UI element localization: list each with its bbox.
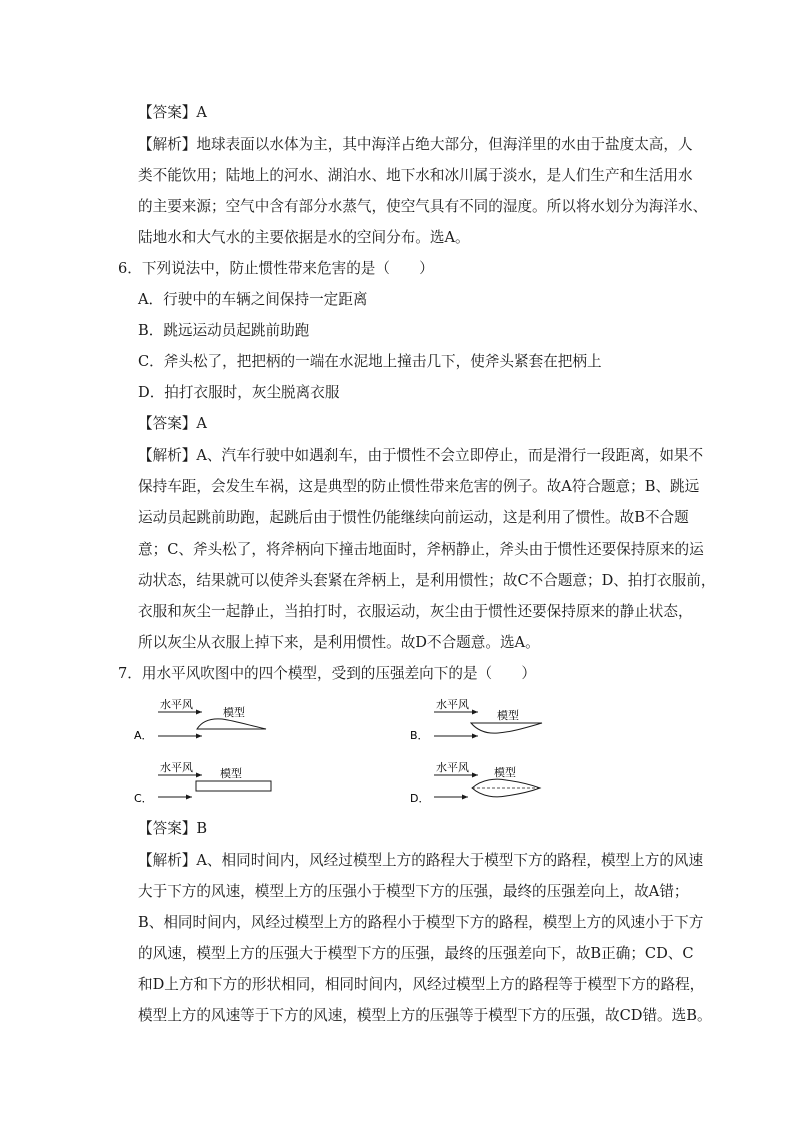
q7-analysis-line: 【解析】A、相同时间内，风经过模型上方的路程大于模型下方的路程，模型上方的风速 xyxy=(138,852,704,869)
q7-diagram-c xyxy=(134,757,284,809)
q7-analysis-line: 大于下方的风速，模型上方的压强小于模型下方的压强，最终的压强差向上，故A错； xyxy=(138,883,689,900)
q6-analysis-line: 动状态，结果就可以使斧头套紧在斧柄上，是利用惯性；故C不合题意；D、拍打衣服前， xyxy=(138,572,716,589)
q6-analysis-line: 【解析】A、汽车行驶中如遇刹车，由于惯性不会立即停止，而是滑行一段距离，如果不 xyxy=(138,447,704,464)
q5-analysis-line: 类不能饮用；陆地上的河水、湖泊水、地下水和冰川属于淡水，是人们生产和生活用水 xyxy=(138,167,693,184)
q7-analysis-line: 的风速，模型上方的压强大于模型下方的压强，最终的压强差向下，故B正确；CD、C xyxy=(138,945,694,962)
q5-analysis-line: 【解析】地球表面以水体为主，其中海洋占绝大部分，但海洋里的水由于盐度太高，人 xyxy=(138,136,693,153)
q7-analysis-line: 模型上方的风速等于下方的风速，模型上方的压强等于模型下方的压强，故CD错。选B。 xyxy=(138,1007,712,1024)
wind-label: 水平风 xyxy=(160,698,193,711)
wind-label: 水平风 xyxy=(160,761,193,774)
q7-answer: 【答案】B xyxy=(138,820,208,837)
q6-analysis-line: 运动员起跳前助跑，起跳后由于惯性仍能继续向前运动，这是利用了惯性。故B不合题 xyxy=(138,509,689,526)
q6-analysis-line: 意；C、斧头松了，将斧柄向下撞击地面时，斧柄静止，斧头由于惯性还要保持原来的运 xyxy=(138,541,704,558)
q6-option-d: D．拍打衣服时，灰尘脱离衣服 xyxy=(138,384,340,401)
q6-option-a: A．行驶中的车辆之间保持一定距离 xyxy=(138,291,368,308)
wind-arrowhead xyxy=(462,795,468,800)
wind-arrowhead xyxy=(186,795,192,800)
wind-arrowhead xyxy=(472,734,478,739)
q5-analysis-line: 陆地水和大气水的主要依据是水的空间分布。选A。 xyxy=(138,229,470,246)
q7-diagram-d xyxy=(410,757,560,809)
q6-analysis-line: 衣服和灰尘一起静止，当拍打时，衣服运动，灰尘由于惯性还要保持原来的静止状态， xyxy=(138,603,693,620)
model-label: 模型 xyxy=(223,706,245,719)
wind-label: 水平风 xyxy=(436,698,469,711)
option-letter: B． xyxy=(410,729,429,742)
q6-option-b: B．跳远运动员起跳前助跑 xyxy=(138,322,310,339)
option-letter: C． xyxy=(134,792,153,805)
wind-arrowhead xyxy=(196,734,202,739)
q5-analysis-line: 的主要来源；空气中含有部分水蒸气，使空气具有不同的湿度。所以将水划分为海洋水、 xyxy=(138,198,708,215)
option-letter: D． xyxy=(410,792,430,805)
q7-analysis-line: B、相同时间内，风经过模型上方的路程小于模型下方的路程，模型上方的风速小于下方 xyxy=(138,914,704,931)
model-label: 模型 xyxy=(494,766,516,779)
q7-analysis-line: 和D上方和下方的形状相同，相同时间内，风经过模型上方的路程等于模型下方的路程， xyxy=(138,976,705,993)
model-shape xyxy=(471,723,542,733)
wind-label: 水平风 xyxy=(436,761,469,774)
wind-arrowhead xyxy=(196,710,202,715)
wind-arrowhead xyxy=(472,773,478,778)
q6-option-c: C．斧头松了，把把柄的一端在水泥地上撞击几下，使斧头紧套在把柄上 xyxy=(138,353,602,370)
option-letter: A． xyxy=(134,729,153,742)
q6-analysis-line: 保持车距，会发生车祸，这是典型的防止惯性带来危害的例子。故A符合题意；B、跳远 xyxy=(138,478,700,495)
q5-answer: 【答案】A xyxy=(138,104,207,121)
wind-arrowhead xyxy=(472,710,478,715)
q7-diagram-a xyxy=(134,694,284,746)
q7-stem: 7．用水平风吹图中的四个模型，受到的压强差向下的是（ ） xyxy=(118,665,536,682)
model-label: 模型 xyxy=(497,709,519,722)
model-label: 模型 xyxy=(220,767,242,780)
q6-stem: 6．下列说法中，防止惯性带来危害的是（ ） xyxy=(118,260,434,277)
q6-analysis-line: 所以灰尘从衣服上掉下来，是利用惯性。故D不合题意。选A。 xyxy=(138,634,540,651)
q6-answer: 【答案】A xyxy=(138,415,207,432)
model-shape xyxy=(196,781,271,791)
model-shape xyxy=(197,719,266,729)
wind-arrowhead xyxy=(196,773,202,778)
q7-diagram-b xyxy=(410,694,560,746)
